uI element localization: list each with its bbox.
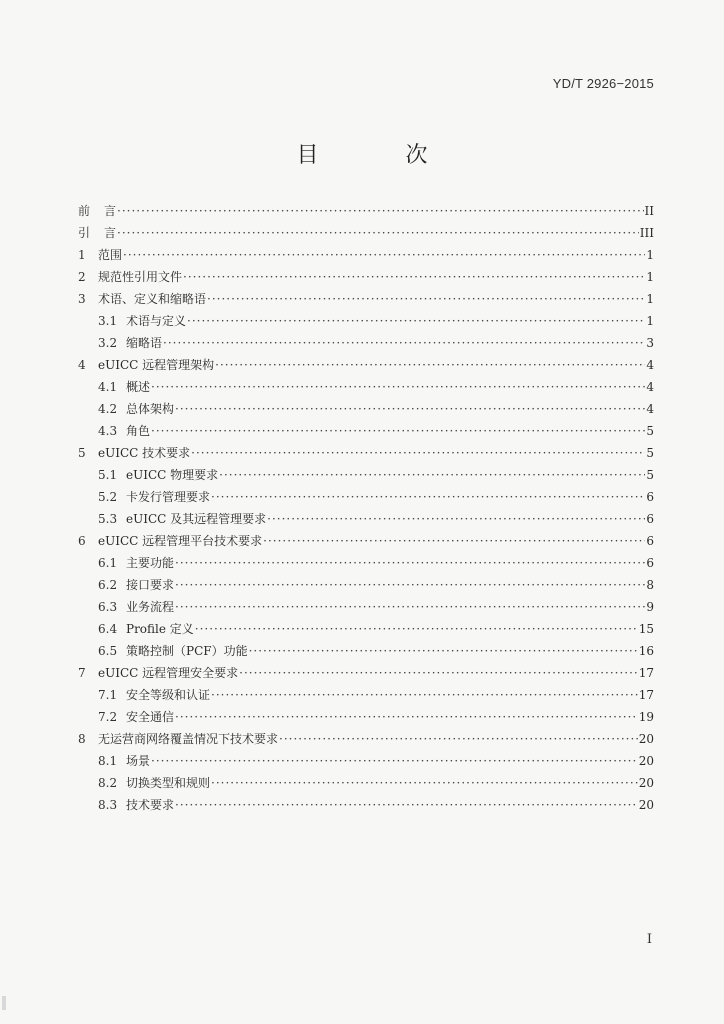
toc-entry-number: 6.2 (98, 578, 118, 592)
toc-leader-dots (163, 332, 645, 354)
toc-entry (78, 288, 654, 310)
toc-leader-dots (175, 596, 645, 618)
toc-entry (78, 552, 654, 574)
toc-leader-dots (249, 640, 638, 662)
toc-leader-dots (207, 288, 645, 310)
toc-entry (78, 200, 654, 222)
toc-entry (78, 354, 654, 376)
toc-entry (78, 684, 654, 706)
toc-entry (78, 640, 654, 662)
toc-entry (78, 728, 654, 750)
toc-leader-dots (175, 574, 645, 596)
toc-entry-number: 7 (78, 666, 86, 680)
toc-entry (78, 332, 654, 354)
toc-entry-title: 范围 (98, 248, 123, 262)
toc-entry (78, 574, 654, 596)
toc-leader-dots (123, 244, 645, 266)
toc-leader-dots (211, 772, 638, 794)
toc-leader-dots (151, 376, 645, 398)
toc-entry-title: 术语、定义和缩略语 (98, 292, 207, 306)
toc-entry-title: 规范性引用文件 (98, 270, 183, 284)
toc-leader-dots (263, 530, 645, 552)
toc-leader-dots (211, 684, 638, 706)
toc-leader-dots (175, 706, 638, 728)
toc-entry-title: eUICC 远程管理安全要求 (98, 666, 239, 680)
toc-leader-dots (211, 486, 645, 508)
toc-entry-number: 8.2 (98, 776, 118, 790)
toc-entry-title: eUICC 物理要求 (126, 468, 219, 482)
toc-entry-page: 5 (646, 468, 654, 482)
toc-entry-number: 5 (78, 446, 86, 460)
toc-leader-dots (175, 398, 645, 420)
toc-entry-title: 安全通信 (126, 710, 175, 724)
toc-leader-dots (183, 266, 645, 288)
toc-entry-number: 7.1 (98, 688, 118, 702)
toc-entry-title: 主要功能 (126, 556, 175, 570)
toc-entry (78, 486, 654, 508)
toc-leader-dots (175, 794, 638, 816)
toc-entry-title: 术语与定义 (126, 314, 187, 328)
toc-entry-number: 前 (78, 204, 91, 218)
toc-entry (78, 794, 654, 816)
toc-leader-dots (195, 618, 638, 640)
toc-entry-page: 1 (646, 292, 654, 306)
toc-entry-page: 4 (646, 402, 654, 416)
toc-entry-page: 20 (638, 776, 654, 790)
toc-entry-number: 6.3 (98, 600, 118, 614)
toc-entry-title: 策略控制（PCF）功能 (126, 644, 248, 658)
toc-entry (78, 222, 654, 244)
toc-entry-page: 16 (638, 644, 654, 658)
toc-entry-title: 总体架构 (126, 402, 175, 416)
toc-entry-page: 17 (638, 688, 654, 702)
toc-entry (78, 376, 654, 398)
toc-entry (78, 442, 654, 464)
toc-entry-title: 接口要求 (126, 578, 175, 592)
toc-entry-page: 1 (646, 270, 654, 284)
toc-leader-dots (219, 464, 645, 486)
toc-entry (78, 662, 654, 684)
toc-leader-dots (151, 420, 645, 442)
toc-entry-page: 6 (646, 512, 654, 526)
table-of-contents (78, 200, 654, 816)
toc-entry (78, 530, 654, 552)
toc-entry-title: Profile 定义 (126, 622, 194, 636)
toc-entry-title: 言 (104, 204, 117, 218)
toc-entry (78, 508, 654, 530)
toc-entry-number: 5.3 (98, 512, 118, 526)
toc-entry-page: 20 (638, 754, 654, 768)
scan-edge-mark (2, 996, 6, 1010)
toc-entry (78, 596, 654, 618)
toc-entry-number: 6 (78, 534, 86, 548)
toc-entry-number: 5.2 (98, 490, 118, 504)
page-title: 目 次 (296, 143, 468, 168)
toc-entry-number: 3.1 (98, 314, 118, 328)
toc-entry-number: 3 (78, 292, 86, 306)
toc-entry-title: 切换类型和规则 (126, 776, 211, 790)
toc-entry-page: 4 (646, 358, 654, 372)
page-number: I (646, 932, 652, 947)
toc-entry (78, 464, 654, 486)
toc-entry-page: 4 (646, 380, 654, 394)
toc-entry-page: 17 (638, 666, 654, 680)
toc-entry-number: 1 (78, 248, 86, 262)
toc-entry-title: 缩略语 (126, 336, 163, 350)
toc-entry-page: II (644, 204, 654, 218)
toc-entry-page: 1 (646, 248, 654, 262)
toc-leader-dots (117, 222, 639, 244)
toc-entry-title: 业务流程 (126, 600, 175, 614)
toc-entry-page: 6 (646, 490, 654, 504)
toc-entry-title: 安全等级和认证 (126, 688, 211, 702)
toc-entry-page: 5 (646, 424, 654, 438)
toc-entry-title: 技术要求 (126, 798, 175, 812)
toc-entry (78, 750, 654, 772)
toc-leader-dots (151, 750, 638, 772)
toc-entry-number: 5.1 (98, 468, 118, 482)
toc-entry (78, 266, 654, 288)
toc-entry (78, 398, 654, 420)
toc-entry-page: 3 (646, 336, 654, 350)
toc-entry-page: 15 (638, 622, 654, 636)
toc-entry-page: 20 (638, 798, 654, 812)
toc-leader-dots (191, 442, 645, 464)
toc-leader-dots (117, 200, 644, 222)
toc-entry-page: 1 (646, 314, 654, 328)
toc-entry-page: 19 (638, 710, 654, 724)
toc-entry-title: eUICC 远程管理架构 (98, 358, 215, 372)
toc-entry-title: eUICC 远程管理平台技术要求 (98, 534, 263, 548)
toc-entry-title: 卡发行管理要求 (126, 490, 211, 504)
toc-entry-title: 无运营商网络覆盖情况下技术要求 (98, 732, 279, 746)
toc-entry (78, 772, 654, 794)
toc-entry-title: 角色 (126, 424, 151, 438)
toc-entry-number: 3.2 (98, 336, 118, 350)
toc-entry-page: 5 (646, 446, 654, 460)
toc-entry (78, 420, 654, 442)
toc-entry-number: 8.3 (98, 798, 118, 812)
toc-entry-number: 4 (78, 358, 86, 372)
toc-entry-page: 8 (646, 578, 654, 592)
toc-leader-dots (279, 728, 638, 750)
toc-entry (78, 310, 654, 332)
toc-entry-page: III (639, 226, 654, 240)
toc-entry (78, 706, 654, 728)
toc-entry-title: 场景 (126, 754, 151, 768)
toc-entry-page: 6 (646, 556, 654, 570)
toc-entry (78, 244, 654, 266)
toc-entry-number: 6.1 (98, 556, 118, 570)
toc-entry-page: 9 (646, 600, 654, 614)
toc-entry (78, 618, 654, 640)
toc-entry-title: eUICC 技术要求 (98, 446, 191, 460)
toc-entry-number: 7.2 (98, 710, 118, 724)
toc-entry-page: 20 (638, 732, 654, 746)
document-code: YD/T 2926−2015 (552, 76, 654, 91)
toc-leader-dots (239, 662, 638, 684)
toc-entry-number: 引 (78, 226, 91, 240)
toc-entry-page: 6 (646, 534, 654, 548)
toc-leader-dots (267, 508, 645, 530)
toc-leader-dots (187, 310, 645, 332)
toc-entry-title: 言 (104, 226, 117, 240)
toc-leader-dots (215, 354, 645, 376)
toc-leader-dots (175, 552, 645, 574)
toc-entry-number: 6.4 (98, 622, 118, 636)
toc-entry-number: 4.2 (98, 402, 118, 416)
toc-entry-number: 4.1 (98, 380, 118, 394)
toc-entry-number: 4.3 (98, 424, 118, 438)
toc-entry-title: eUICC 及其远程管理要求 (126, 512, 267, 526)
toc-entry-title: 概述 (126, 380, 151, 394)
toc-entry-number: 2 (78, 270, 86, 284)
toc-entry-number: 8 (78, 732, 86, 746)
toc-entry-number: 6.5 (98, 644, 118, 658)
toc-entry-number: 8.1 (98, 754, 118, 768)
